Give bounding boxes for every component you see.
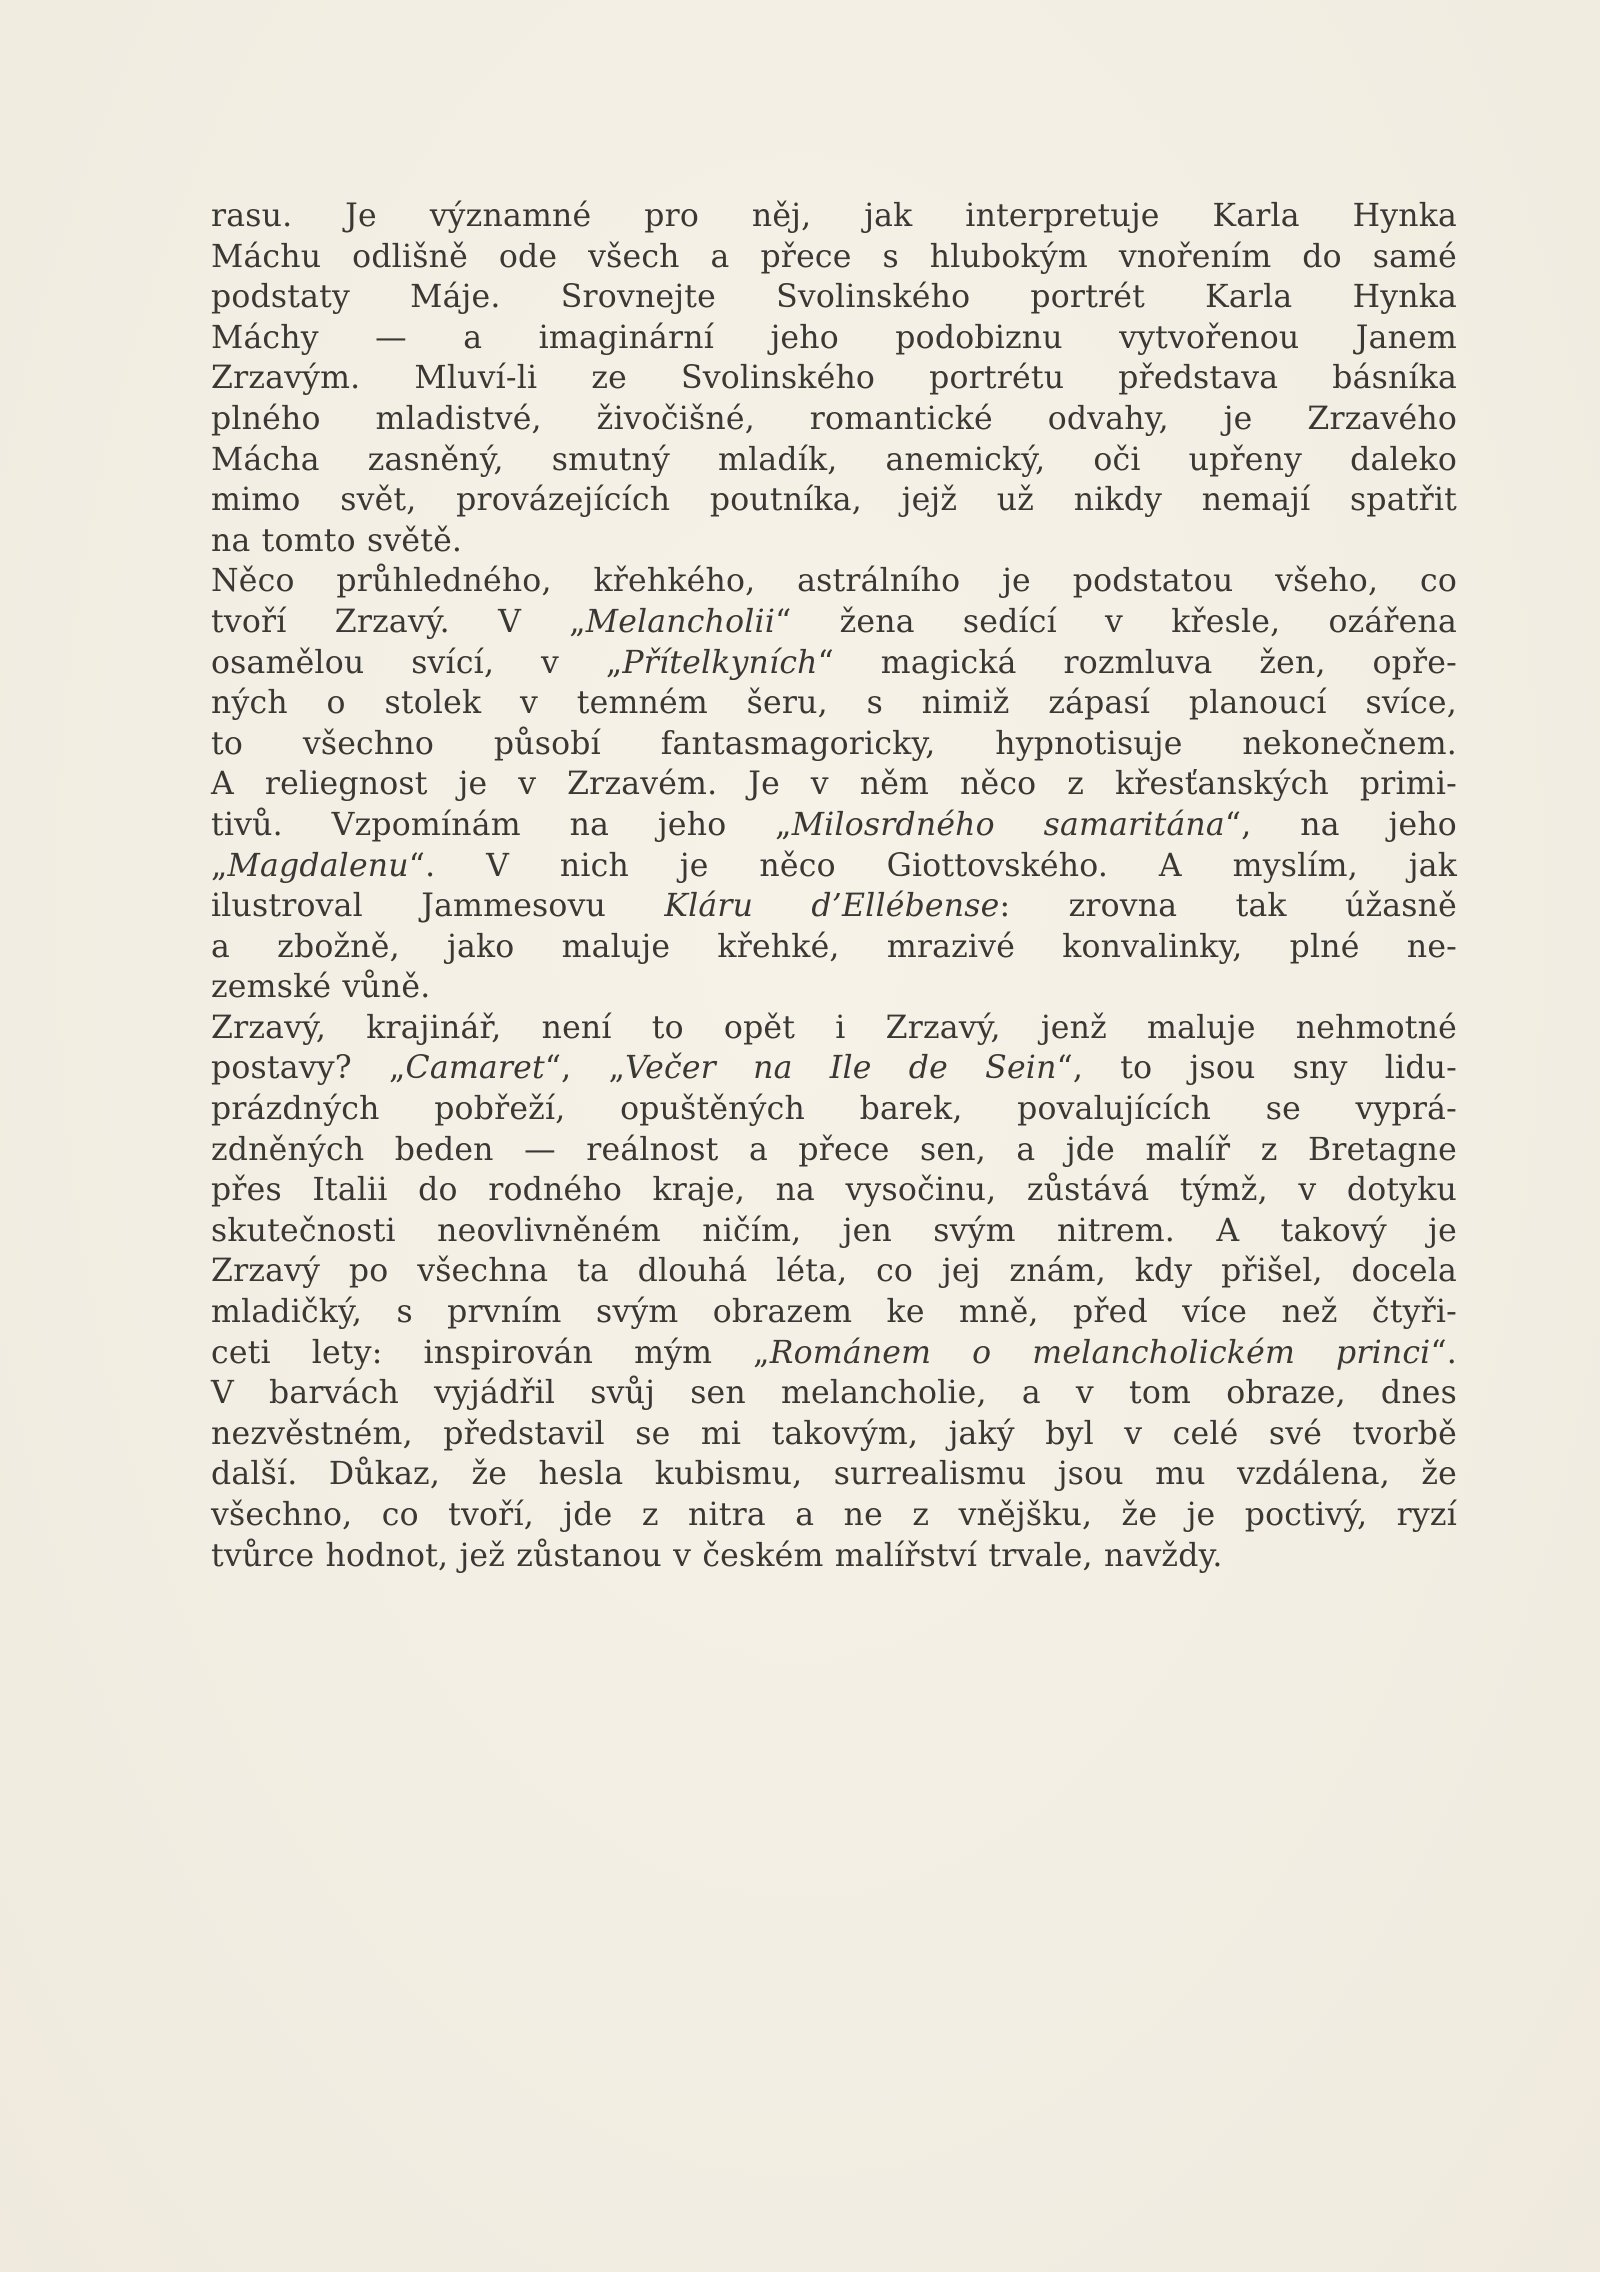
text-line: V barvách vyjádřil svůj sen melancholie, a v tom obraze, dnes	[211, 1375, 1457, 1412]
text-line: podstaty Máje. Srovnejte Svolinského portrét Karla Hynka	[211, 279, 1457, 316]
text-line: Máchu odlišně ode všech a přece s hlubokým vnořením do samé	[211, 238, 1457, 275]
italic-title: Melancholii	[585, 603, 776, 640]
text-line: tvoří Zrzavý. V „Melancholii“ žena sedící v křesle, ozářena	[211, 603, 1457, 640]
text-line: tvůrce hodnot, jež zůstanou v českém malířství trvale, navždy.	[211, 1537, 1223, 1574]
text-line: ných o stolek v temném šeru, s nimiž zápasí planoucí svíce,	[211, 685, 1457, 722]
italic-title: Kláru d’Ellébense	[664, 888, 1000, 925]
text-line: Zrzavý, krajinář, není to opět i Zrzavý, jenž maluje nehmotné	[211, 1009, 1457, 1046]
paragraph-1	[211, 196, 1457, 561]
document-page	[211, 196, 1457, 1576]
text-line: osamělou svící, v „Přítelkyních“ magická rozmluva žen, opře-	[211, 644, 1457, 681]
text-line: mladičký, s prvním svým obrazem ke mně, před více než čtyři-	[211, 1294, 1457, 1331]
text-line: Mácha zasněný, smutný mladík, anemický, oči upřeny daleko	[211, 441, 1457, 478]
italic-title: Camaret	[405, 1050, 545, 1087]
text-line: zdněných beden — reálnost a přece sen, a jde malíř z Bretagne	[211, 1131, 1457, 1168]
paragraph-2	[211, 561, 1457, 1008]
text-line: Máchy — a imaginární jeho podobiznu vytvořenou Janem	[211, 319, 1457, 356]
text-line: Zrzavý po všechna ta dlouhá léta, co jej znám, kdy přišel, docela	[211, 1253, 1457, 1290]
text-line: postavy? „Camaret“, „Večer na Ile de Sein“, to jsou sny lidu-	[211, 1050, 1458, 1087]
text-line: zemské vůně.	[211, 969, 431, 1006]
text-line: na tomto světě.	[211, 522, 463, 559]
text-line: prázdných pobřeží, opuštěných barek, povalujících se vyprá-	[211, 1091, 1457, 1128]
text-line: plného mladistvé, živočišné, romantické odvahy, je Zrzavého	[211, 400, 1457, 437]
text-line: ceti lety: inspirován mým „Románem o melancholickém princi“.	[211, 1334, 1457, 1371]
text-line: A reliegnost je v Zrzavém. Je v něm něco z křesťanských primi-	[211, 766, 1457, 803]
italic-title: Večer na Ile de Sein	[625, 1050, 1057, 1087]
text-line: tivů. Vzpomínám na jeho „Milosrdného samaritána“, na jeho	[211, 806, 1457, 843]
text-line: skutečnosti neovlivněném ničím, jen svým nitrem. A takový je	[211, 1212, 1457, 1249]
text-line: ilustroval Jammesovu Kláru d’Ellébense: zrovna tak úžasně	[211, 888, 1457, 925]
text-line: další. Důkaz, že hesla kubismu, surrealismu jsou mu vzdálena, že	[211, 1456, 1457, 1493]
text-line: všechno, co tvoří, jde z nitra a ne z vnějšku, že je poctivý, ryzí	[211, 1497, 1457, 1533]
text-line: Něco průhledného, křehkého, astrálního je podstatou všeho, co	[211, 563, 1457, 600]
italic-title: Románem o melancholickém princi	[769, 1334, 1431, 1371]
text-line: mimo svět, provázejících poutníka, jejž už nikdy nemají spatřit	[211, 482, 1457, 519]
text-line: rasu. Je významné pro něj, jak interpretuje Karla Hynka	[211, 198, 1457, 234]
paragraph-3	[211, 1008, 1457, 1576]
italic-title: Přítelkyních	[622, 644, 818, 681]
italic-title: Magdalenu	[227, 847, 409, 884]
text-line: nezvěstném, představil se mi takovým, jaký byl v celé své tvorbě	[211, 1415, 1457, 1452]
italic-title: Milosrdného samaritána	[791, 806, 1225, 843]
text-line: přes Italii do rodného kraje, na vysočinu, zůstává týmž, v dotyku	[211, 1172, 1457, 1209]
text-line: to všechno působí fantasmagoricky, hypnotisuje nekonečnem.	[211, 725, 1457, 762]
text-line: a zbožně, jako maluje křehké, mrazivé konvalinky, plné ne-	[211, 928, 1457, 965]
text-line: „Magdalenu“. V nich je něco Giottovského. A myslím, jak	[211, 847, 1457, 884]
text-line: Zrzavým. Mluví-li ze Svolinského portrétu představa básníka	[211, 360, 1457, 397]
